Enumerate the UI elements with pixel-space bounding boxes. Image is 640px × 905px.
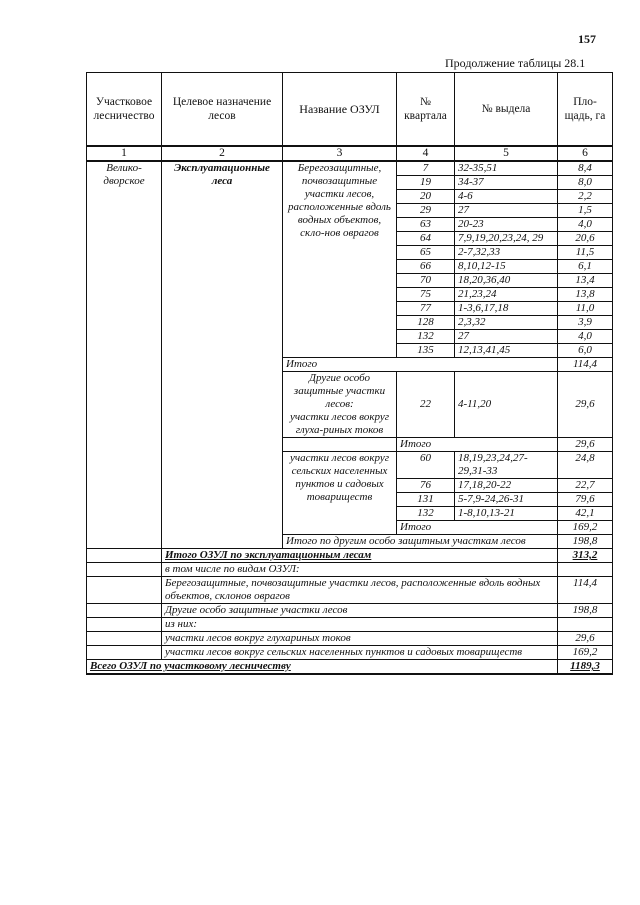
spacer-cell [558, 563, 613, 577]
area-value: 8,4 [558, 161, 613, 176]
spacer-cell [87, 563, 162, 577]
ozul-name-grouse [283, 372, 397, 438]
spacer-cell [87, 604, 162, 618]
quarter-number: 70 [397, 274, 455, 288]
area-value: 24,8 [558, 452, 613, 479]
column-number: 1 [87, 146, 162, 161]
summary-of-them-label: из них: [162, 618, 558, 632]
plot-numbers: 12,13,41,45 [455, 344, 558, 358]
plot-numbers: 4-11,20 [455, 372, 558, 438]
plot-numbers: 5-7,9-24,26-31 [455, 493, 558, 507]
quarter-number: 65 [397, 246, 455, 260]
spacer-cell [87, 632, 162, 646]
column-number: 4 [397, 146, 455, 161]
area-value: 79,6 [558, 493, 613, 507]
area-value: 42,1 [558, 507, 613, 521]
quarter-number: 132 [397, 330, 455, 344]
plot-numbers: 21,23,24 [455, 288, 558, 302]
spacer-cell [87, 618, 162, 632]
forest-purpose: Эксплуатационные леса [162, 161, 283, 549]
plot-numbers: 27 [455, 204, 558, 218]
table-header-row [87, 73, 613, 147]
ozul-name-villages: участки лесов вокруг сельских населенных пунктов и садовых товариществ [283, 452, 397, 535]
summary-villages-value: 169,2 [558, 646, 613, 660]
plot-numbers: 1-8,10,13-21 [455, 507, 558, 521]
header-purpose: Целевое назначение лесов [162, 73, 283, 147]
quarter-number: 7 [397, 161, 455, 176]
total-label: Итого ОЗУЛ по эксплуатационным лесам [162, 549, 558, 563]
plot-numbers: 34-37 [455, 176, 558, 190]
subtotal-value: 29,6 [558, 438, 613, 452]
plot-numbers: 2,3,32 [455, 316, 558, 330]
column-number: 6 [558, 146, 613, 161]
summary-row [87, 632, 613, 646]
subtotal-label: Итого [397, 521, 558, 535]
forestry-name: Велико-дворское [87, 161, 162, 549]
summary-row [87, 646, 613, 660]
subtotal-label: Итого [397, 438, 558, 452]
grand-total-value: 1189,3 [558, 660, 613, 675]
area-value: 20,6 [558, 232, 613, 246]
quarter-number: 128 [397, 316, 455, 330]
quarter-number: 60 [397, 452, 455, 479]
area-value: 3,9 [558, 316, 613, 330]
quarter-number: 66 [397, 260, 455, 274]
quarter-number: 131 [397, 493, 455, 507]
header-quarter: № квартала [397, 73, 455, 147]
area-value: 11,0 [558, 302, 613, 316]
plot-numbers: 1-3,6,17,18 [455, 302, 558, 316]
area-value: 29,6 [558, 372, 613, 438]
total-row [87, 549, 613, 563]
plot-numbers: 20-23 [455, 218, 558, 232]
spacer-cell [87, 646, 162, 660]
summary-row [87, 618, 613, 632]
grand-total-label: Всего ОЗУЛ по участковому лесничеству [87, 660, 558, 675]
quarter-number: 75 [397, 288, 455, 302]
plot-numbers: 7,9,19,20,23,24, 29 [455, 232, 558, 246]
quarter-number: 29 [397, 204, 455, 218]
summary-grouse-label: участки лесов вокруг глухариных токов [162, 632, 558, 646]
spacer-cell [558, 618, 613, 632]
ozul-table [86, 72, 613, 675]
quarter-number: 77 [397, 302, 455, 316]
summary-by-types-label: в том числе по видам ОЗУЛ: [162, 563, 558, 577]
quarter-number: 63 [397, 218, 455, 232]
table-row [87, 161, 613, 176]
column-number: 2 [162, 146, 283, 161]
summary-grouse-value: 29,6 [558, 632, 613, 646]
area-value: 8,0 [558, 176, 613, 190]
other-total-label: Итого по другим особо защитным участкам лесов [283, 535, 558, 549]
area-value: 6,1 [558, 260, 613, 274]
summary-other-label: Другие особо защитные участки лесов [162, 604, 558, 618]
quarter-number: 132 [397, 507, 455, 521]
plot-numbers: 8,10,12-15 [455, 260, 558, 274]
area-value: 13,4 [558, 274, 613, 288]
summary-row [87, 577, 613, 604]
table-continuation-caption: Продолжение таблицы 28.1 [445, 56, 586, 70]
page-number: 157 [578, 32, 596, 46]
plot-numbers: 32-35,51 [455, 161, 558, 176]
plot-numbers: 27 [455, 330, 558, 344]
quarter-number: 135 [397, 344, 455, 358]
total-value: 313,2 [558, 549, 613, 563]
header-area: Пло-щадь, га [558, 73, 613, 147]
spacer-cell [87, 577, 162, 604]
area-value: 6,0 [558, 344, 613, 358]
quarter-number: 76 [397, 479, 455, 493]
summary-villages-label: участки лесов вокруг сельских населенных пунктов и садовых товариществ [162, 646, 558, 660]
quarter-number: 19 [397, 176, 455, 190]
ozul-name-other: Другие особо защитные участки лесов: [293, 372, 386, 410]
other-total-value: 198,8 [558, 535, 613, 549]
summary-shore-label: Берегозащитные, почвозащитные участки лесов, расположенные вдоль водных объектов, склонов оврагов [162, 577, 558, 604]
subtotal-label: Итого [283, 358, 558, 372]
plot-numbers: 18,19,23,24,27-29,31-33 [455, 452, 558, 479]
header-forestry: Участковое лесничество [87, 73, 162, 147]
quarter-number: 20 [397, 190, 455, 204]
summary-row [87, 604, 613, 618]
header-ozul-name: Название ОЗУЛ [283, 73, 397, 147]
header-plot: № выдела [455, 73, 558, 147]
area-value: 13,8 [558, 288, 613, 302]
plot-numbers: 18,20,36,40 [455, 274, 558, 288]
grand-total-row [87, 660, 613, 675]
area-value: 4,0 [558, 330, 613, 344]
quarter-number: 22 [397, 372, 455, 438]
subtotal-value: 114,4 [558, 358, 613, 372]
column-number: 5 [455, 146, 558, 161]
area-value: 1,5 [558, 204, 613, 218]
column-number-row [87, 146, 613, 161]
area-value: 4,0 [558, 218, 613, 232]
plot-numbers: 2-7,32,33 [455, 246, 558, 260]
ozul-subname-grouse: участки лесов вокруг глуха-риных токов [289, 411, 390, 436]
plot-numbers: 4-6 [455, 190, 558, 204]
area-value: 11,5 [558, 246, 613, 260]
summary-shore-value: 114,4 [558, 577, 613, 604]
column-number: 3 [283, 146, 397, 161]
plot-numbers: 17,18,20-22 [455, 479, 558, 493]
summary-other-value: 198,8 [558, 604, 613, 618]
ozul-name-shore: Берегозащитные, почвозащитные участки лесов, расположенные вдоль водных объектов, скло-нов оврагов [283, 161, 397, 358]
area-value: 22,7 [558, 479, 613, 493]
summary-row [87, 563, 613, 577]
quarter-number: 64 [397, 232, 455, 246]
spacer-cell [283, 438, 397, 452]
spacer-cell [87, 549, 162, 563]
subtotal-value: 169,2 [558, 521, 613, 535]
area-value: 2,2 [558, 190, 613, 204]
